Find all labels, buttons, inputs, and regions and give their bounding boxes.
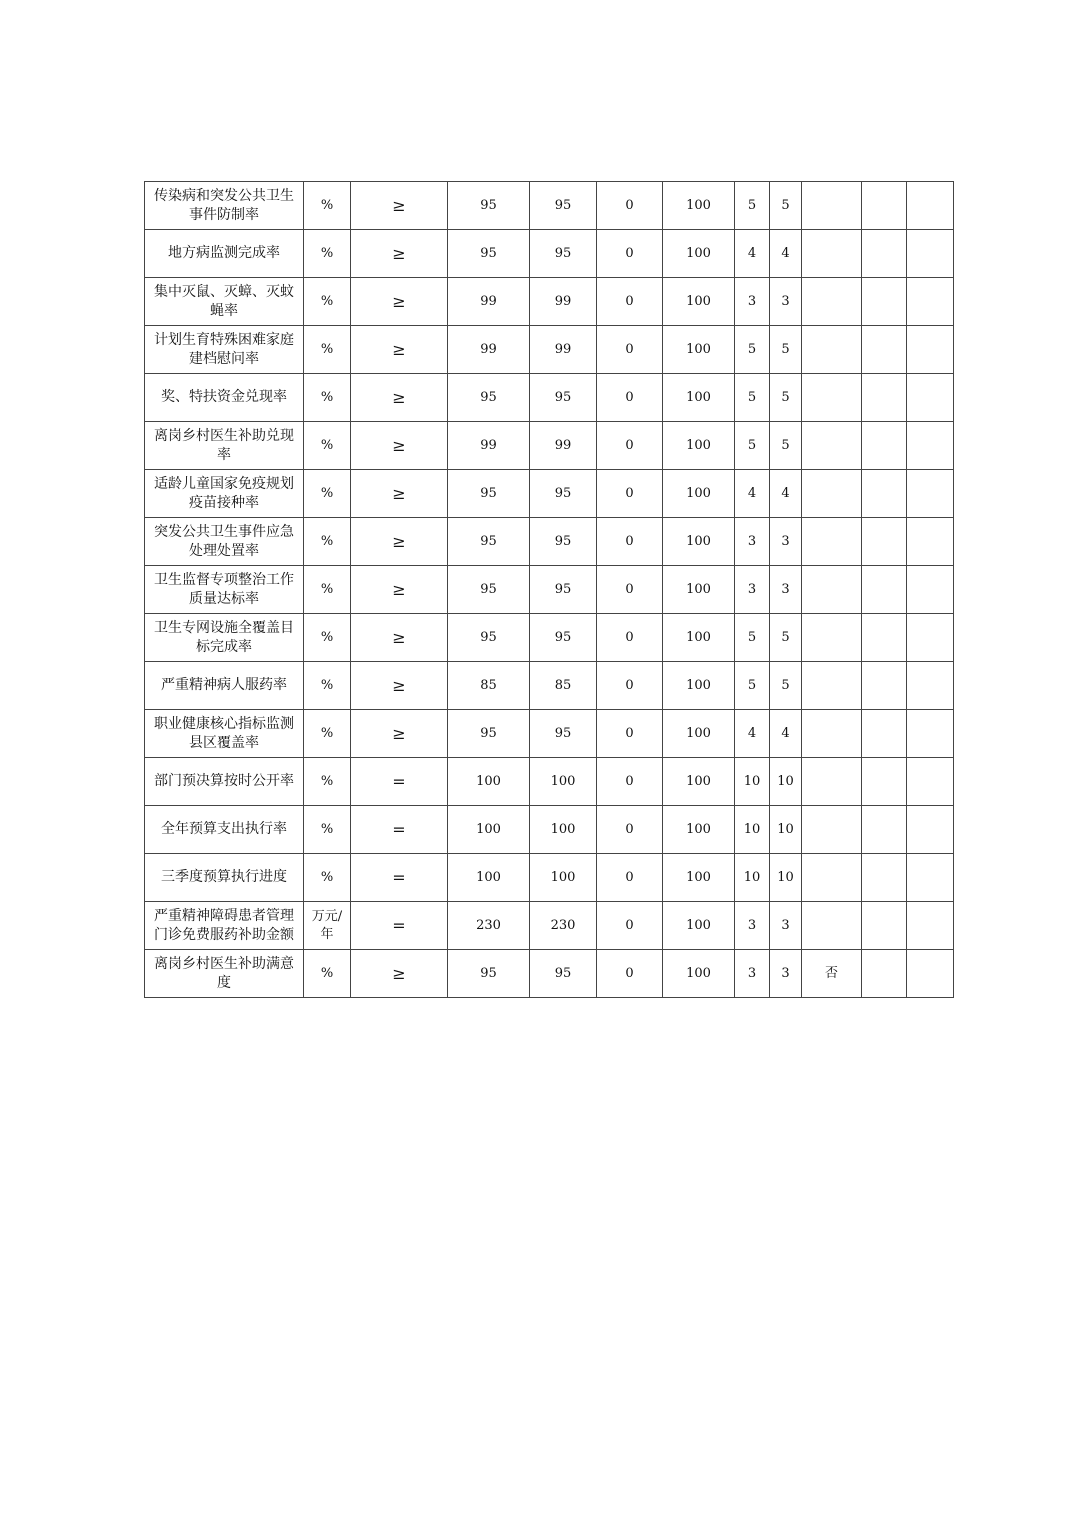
remark-cell — [802, 182, 862, 230]
operator-cell: ≥ — [351, 470, 448, 518]
target-value-cell: 99 — [448, 278, 530, 326]
completion-rate-cell: 100 — [663, 278, 735, 326]
remark-cell — [802, 758, 862, 806]
actual-value-cell: 100 — [530, 806, 597, 854]
weight-cell: 3 — [735, 278, 770, 326]
blank-cell — [907, 230, 954, 278]
operator-cell: = — [351, 854, 448, 902]
remark-cell — [802, 854, 862, 902]
indicator-name-cell: 三季度预算执行进度 — [145, 854, 304, 902]
table-row — [145, 230, 954, 278]
target-value-cell: 95 — [448, 614, 530, 662]
score-cell: 4 — [770, 230, 802, 278]
blank-cell — [907, 566, 954, 614]
table-row — [145, 614, 954, 662]
table-row — [145, 374, 954, 422]
completion-rate-cell: 100 — [663, 854, 735, 902]
remark-cell — [802, 902, 862, 950]
remark-cell — [802, 422, 862, 470]
table-row — [145, 902, 954, 950]
completion-rate-cell: 100 — [663, 614, 735, 662]
actual-value-cell: 95 — [530, 710, 597, 758]
score-cell: 3 — [770, 518, 802, 566]
deviation-cell: 0 — [597, 182, 663, 230]
indicator-name-cell: 严重精神障碍患者管理门诊免费服药补助金额 — [145, 902, 304, 950]
score-cell: 5 — [770, 374, 802, 422]
operator-cell: ≥ — [351, 950, 448, 998]
unit-cell: % — [304, 662, 351, 710]
table-row — [145, 278, 954, 326]
score-cell: 5 — [770, 182, 802, 230]
indicator-table — [144, 181, 954, 998]
table-row — [145, 518, 954, 566]
blank-cell — [862, 758, 907, 806]
operator-cell: = — [351, 902, 448, 950]
blank-cell — [862, 566, 907, 614]
table-row — [145, 710, 954, 758]
indicator-name-cell: 计划生育特殊困难家庭建档慰问率 — [145, 326, 304, 374]
deviation-cell: 0 — [597, 422, 663, 470]
operator-cell: ≥ — [351, 614, 448, 662]
indicator-table-body — [145, 182, 954, 998]
blank-cell — [862, 278, 907, 326]
actual-value-cell: 230 — [530, 902, 597, 950]
deviation-cell: 0 — [597, 230, 663, 278]
score-cell: 10 — [770, 758, 802, 806]
score-cell: 5 — [770, 326, 802, 374]
actual-value-cell: 95 — [530, 614, 597, 662]
operator-cell: ≥ — [351, 278, 448, 326]
operator-cell: ≥ — [351, 662, 448, 710]
blank-cell — [907, 758, 954, 806]
blank-cell — [907, 950, 954, 998]
blank-cell — [862, 230, 907, 278]
deviation-cell: 0 — [597, 710, 663, 758]
indicator-name-cell: 离岗乡村医生补助满意度 — [145, 950, 304, 998]
weight-cell: 4 — [735, 230, 770, 278]
completion-rate-cell: 100 — [663, 326, 735, 374]
indicator-name-cell: 职业健康核心指标监测县区覆盖率 — [145, 710, 304, 758]
target-value-cell: 99 — [448, 422, 530, 470]
unit-cell: % — [304, 518, 351, 566]
table-row — [145, 182, 954, 230]
remark-cell — [802, 230, 862, 278]
actual-value-cell: 95 — [530, 470, 597, 518]
score-cell: 5 — [770, 662, 802, 710]
blank-cell — [862, 662, 907, 710]
unit-cell: % — [304, 422, 351, 470]
indicator-name-cell: 卫生监督专项整治工作质量达标率 — [145, 566, 304, 614]
blank-cell — [907, 470, 954, 518]
blank-cell — [907, 902, 954, 950]
actual-value-cell: 100 — [530, 854, 597, 902]
remark-cell — [802, 662, 862, 710]
unit-cell: % — [304, 470, 351, 518]
indicator-name-cell: 全年预算支出执行率 — [145, 806, 304, 854]
deviation-cell: 0 — [597, 566, 663, 614]
weight-cell: 3 — [735, 950, 770, 998]
operator-cell: = — [351, 758, 448, 806]
unit-cell: % — [304, 374, 351, 422]
indicator-name-cell: 适龄儿童国家免疫规划疫苗接种率 — [145, 470, 304, 518]
remark-cell — [802, 614, 862, 662]
completion-rate-cell: 100 — [663, 182, 735, 230]
unit-cell: % — [304, 854, 351, 902]
weight-cell: 5 — [735, 662, 770, 710]
completion-rate-cell: 100 — [663, 422, 735, 470]
indicator-name-cell: 奖、特扶资金兑现率 — [145, 374, 304, 422]
blank-cell — [907, 374, 954, 422]
target-value-cell: 85 — [448, 662, 530, 710]
completion-rate-cell: 100 — [663, 566, 735, 614]
target-value-cell: 100 — [448, 854, 530, 902]
unit-cell: % — [304, 230, 351, 278]
blank-cell — [907, 854, 954, 902]
deviation-cell: 0 — [597, 854, 663, 902]
completion-rate-cell: 100 — [663, 662, 735, 710]
actual-value-cell: 95 — [530, 566, 597, 614]
indicator-name-cell: 离岗乡村医生补助兑现率 — [145, 422, 304, 470]
indicator-name-cell: 卫生专网设施全覆盖目标完成率 — [145, 614, 304, 662]
target-value-cell: 95 — [448, 182, 530, 230]
blank-cell — [862, 902, 907, 950]
actual-value-cell: 95 — [530, 230, 597, 278]
weight-cell: 4 — [735, 710, 770, 758]
table-row — [145, 806, 954, 854]
score-cell: 10 — [770, 854, 802, 902]
weight-cell: 3 — [735, 566, 770, 614]
operator-cell: ≥ — [351, 566, 448, 614]
actual-value-cell: 100 — [530, 758, 597, 806]
score-cell: 3 — [770, 278, 802, 326]
blank-cell — [862, 470, 907, 518]
blank-cell — [907, 518, 954, 566]
blank-cell — [907, 662, 954, 710]
score-cell: 5 — [770, 422, 802, 470]
remark-cell — [802, 470, 862, 518]
deviation-cell: 0 — [597, 950, 663, 998]
blank-cell — [862, 950, 907, 998]
actual-value-cell: 99 — [530, 278, 597, 326]
blank-cell — [907, 278, 954, 326]
blank-cell — [907, 422, 954, 470]
weight-cell: 5 — [735, 182, 770, 230]
blank-cell — [907, 710, 954, 758]
operator-cell: ≥ — [351, 182, 448, 230]
deviation-cell: 0 — [597, 902, 663, 950]
indicator-name-cell: 地方病监测完成率 — [145, 230, 304, 278]
remark-cell — [802, 326, 862, 374]
target-value-cell: 95 — [448, 470, 530, 518]
weight-cell: 5 — [735, 326, 770, 374]
target-value-cell: 99 — [448, 326, 530, 374]
score-cell: 3 — [770, 566, 802, 614]
unit-cell: % — [304, 614, 351, 662]
blank-cell — [907, 326, 954, 374]
remark-cell — [802, 566, 862, 614]
actual-value-cell: 99 — [530, 422, 597, 470]
target-value-cell: 100 — [448, 758, 530, 806]
score-cell: 10 — [770, 806, 802, 854]
target-value-cell: 95 — [448, 710, 530, 758]
completion-rate-cell: 100 — [663, 710, 735, 758]
deviation-cell: 0 — [597, 518, 663, 566]
deviation-cell: 0 — [597, 326, 663, 374]
operator-cell: ≥ — [351, 374, 448, 422]
table-row — [145, 566, 954, 614]
remark-cell — [802, 374, 862, 422]
target-value-cell: 95 — [448, 518, 530, 566]
target-value-cell: 100 — [448, 806, 530, 854]
remark-cell — [802, 806, 862, 854]
deviation-cell: 0 — [597, 614, 663, 662]
deviation-cell: 0 — [597, 758, 663, 806]
target-value-cell: 95 — [448, 566, 530, 614]
target-value-cell: 230 — [448, 902, 530, 950]
actual-value-cell: 95 — [530, 950, 597, 998]
table-row — [145, 758, 954, 806]
indicator-name-cell: 集中灭鼠、灭蟑、灭蚊蝇率 — [145, 278, 304, 326]
weight-cell: 4 — [735, 470, 770, 518]
score-cell: 3 — [770, 950, 802, 998]
operator-cell: ≥ — [351, 710, 448, 758]
completion-rate-cell: 100 — [663, 374, 735, 422]
weight-cell: 5 — [735, 614, 770, 662]
actual-value-cell: 95 — [530, 182, 597, 230]
operator-cell: ≥ — [351, 326, 448, 374]
deviation-cell: 0 — [597, 662, 663, 710]
remark-cell: 否 — [802, 950, 862, 998]
target-value-cell: 95 — [448, 374, 530, 422]
remark-cell — [802, 518, 862, 566]
indicator-name-cell: 传染病和突发公共卫生事件防制率 — [145, 182, 304, 230]
unit-cell: % — [304, 806, 351, 854]
deviation-cell: 0 — [597, 278, 663, 326]
indicator-name-cell: 严重精神病人服药率 — [145, 662, 304, 710]
weight-cell: 10 — [735, 758, 770, 806]
weight-cell: 10 — [735, 854, 770, 902]
deviation-cell: 0 — [597, 806, 663, 854]
indicator-name-cell: 突发公共卫生事件应急处理处置率 — [145, 518, 304, 566]
target-value-cell: 95 — [448, 950, 530, 998]
blank-cell — [862, 326, 907, 374]
unit-cell: % — [304, 278, 351, 326]
table-row — [145, 470, 954, 518]
weight-cell: 5 — [735, 374, 770, 422]
blank-cell — [862, 854, 907, 902]
target-value-cell: 95 — [448, 230, 530, 278]
blank-cell — [907, 806, 954, 854]
unit-cell: % — [304, 758, 351, 806]
completion-rate-cell: 100 — [663, 758, 735, 806]
unit-cell: % — [304, 326, 351, 374]
table-row — [145, 326, 954, 374]
blank-cell — [862, 374, 907, 422]
blank-cell — [862, 806, 907, 854]
completion-rate-cell: 100 — [663, 470, 735, 518]
weight-cell: 10 — [735, 806, 770, 854]
table-row — [145, 422, 954, 470]
operator-cell: ≥ — [351, 230, 448, 278]
unit-cell: % — [304, 950, 351, 998]
completion-rate-cell: 100 — [663, 230, 735, 278]
score-cell: 4 — [770, 470, 802, 518]
score-cell: 4 — [770, 710, 802, 758]
blank-cell — [862, 182, 907, 230]
unit-cell: % — [304, 182, 351, 230]
table-row — [145, 662, 954, 710]
completion-rate-cell: 100 — [663, 902, 735, 950]
operator-cell: ≥ — [351, 518, 448, 566]
weight-cell: 3 — [735, 902, 770, 950]
weight-cell: 3 — [735, 518, 770, 566]
unit-cell: % — [304, 710, 351, 758]
operator-cell: ≥ — [351, 422, 448, 470]
blank-cell — [862, 614, 907, 662]
actual-value-cell: 85 — [530, 662, 597, 710]
actual-value-cell: 95 — [530, 518, 597, 566]
completion-rate-cell: 100 — [663, 518, 735, 566]
unit-cell: 万元/年 — [304, 902, 351, 950]
deviation-cell: 0 — [597, 374, 663, 422]
remark-cell — [802, 278, 862, 326]
operator-cell: = — [351, 806, 448, 854]
score-cell: 5 — [770, 614, 802, 662]
table-row — [145, 950, 954, 998]
blank-cell — [862, 422, 907, 470]
completion-rate-cell: 100 — [663, 950, 735, 998]
weight-cell: 5 — [735, 422, 770, 470]
actual-value-cell: 99 — [530, 326, 597, 374]
unit-cell: % — [304, 566, 351, 614]
score-cell: 3 — [770, 902, 802, 950]
deviation-cell: 0 — [597, 470, 663, 518]
blank-cell — [907, 182, 954, 230]
table-row — [145, 854, 954, 902]
blank-cell — [862, 710, 907, 758]
blank-cell — [907, 614, 954, 662]
completion-rate-cell: 100 — [663, 806, 735, 854]
remark-cell — [802, 710, 862, 758]
actual-value-cell: 95 — [530, 374, 597, 422]
blank-cell — [862, 518, 907, 566]
indicator-name-cell: 部门预决算按时公开率 — [145, 758, 304, 806]
